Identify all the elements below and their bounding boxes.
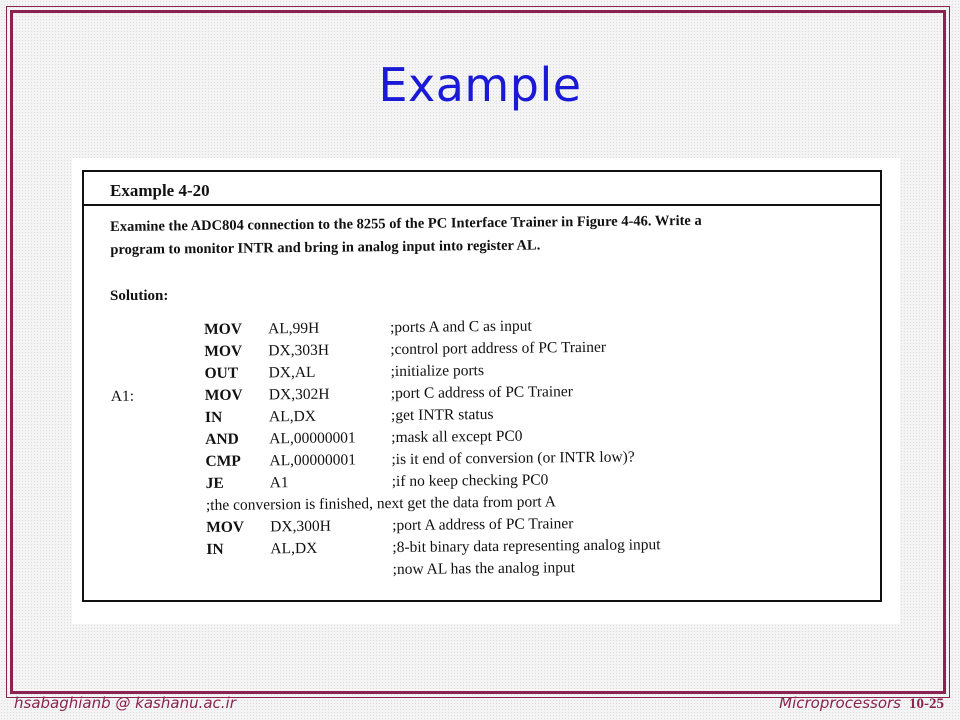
code-mnemonic: MOV (206, 518, 245, 537)
code-mnemonic: JE (205, 474, 224, 493)
code-mnemonic: IN (204, 408, 223, 427)
example-title: Example 4-20 (110, 181, 210, 200)
code-operand: AL,DX (268, 407, 317, 426)
code-comment: ;ports A and C as input (389, 317, 532, 337)
code-comment: ;if no keep checking PC0 (391, 471, 549, 491)
code-operand: AL,99H (267, 319, 320, 338)
code-operand: DX,AL (268, 363, 316, 382)
course-name: Microprocessors (779, 694, 901, 712)
code-comment: ;8-bit binary data representing analog input (392, 536, 661, 557)
code-mnemonic: CMP (205, 452, 241, 471)
code-comment: ;mask all except PC0 (391, 427, 523, 447)
code-mnemonic: AND (205, 430, 239, 449)
example-header (84, 172, 880, 206)
problem-statement (110, 208, 870, 262)
code-operand: DX,303H (268, 341, 330, 360)
example-box (82, 170, 882, 602)
code-comment: ;initialize ports (390, 362, 485, 381)
solution-label: Solution: (110, 288, 169, 304)
code-operand: DX,302H (268, 385, 330, 404)
code-label: A1: (110, 387, 135, 405)
code-operand: AL,00000001 (269, 451, 357, 470)
code-comment: ;control port address of PC Trainer (390, 338, 607, 359)
code-mnemonic: MOV (203, 320, 243, 339)
code-operand: DX,300H (270, 517, 331, 536)
code-operand: A1 (269, 474, 289, 492)
footer-email: hsabaghianb @ kashanu.ac.ir (14, 694, 236, 712)
code-comment: ;port A address of PC Trainer (392, 515, 574, 535)
code-operand: AL,DX (270, 539, 318, 558)
code-comment-line: ;the conversion is finished, next get the data from port A (205, 493, 556, 515)
problem-line: program to monitor INTR and bring in analog input into register AL. (110, 237, 541, 258)
problem-line: Examine the ADC804 connection to the 8255 of the PC Interface Trainer in Figure 4-46. Write a (110, 212, 702, 235)
slide-title: Example (378, 58, 582, 112)
code-comment: ;get INTR status (390, 405, 494, 425)
scanned-document (72, 158, 900, 624)
code-mnemonic: OUT (204, 364, 239, 383)
code-mnemonic: MOV (204, 342, 243, 361)
code-comment: ;now AL has the analog input (392, 559, 576, 579)
page-number: 10-25 (909, 696, 944, 712)
code-operand: AL,00000001 (269, 429, 356, 448)
code-comment: ;is it end of conversion (or INTR low)? (391, 448, 635, 469)
assembly-code (110, 314, 873, 586)
code-mnemonic: MOV (204, 386, 243, 405)
code-comment: ;port C address of PC Trainer (390, 383, 573, 403)
code-mnemonic: IN (206, 540, 224, 559)
footer-right (779, 694, 944, 713)
